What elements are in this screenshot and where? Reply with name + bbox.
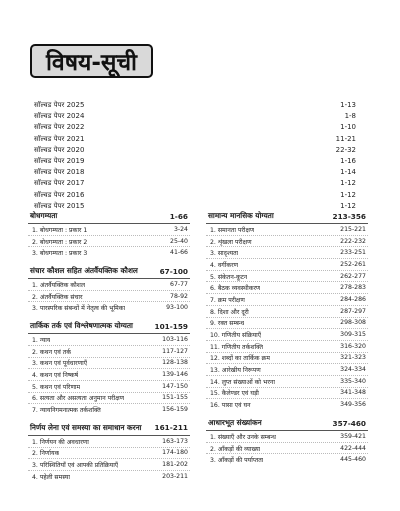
chapter-pages: 117-127 xyxy=(162,347,188,355)
chapter-title: 4. कथन एवं निष्कर्ष xyxy=(32,372,79,380)
paper-row xyxy=(34,100,356,111)
chapter-pages: 233-251 xyxy=(340,249,366,257)
paper-name: सॉल्वड पेपर 2019 xyxy=(34,156,85,165)
page-title: विषय-सूची xyxy=(30,44,153,78)
chapter-row xyxy=(28,346,190,358)
paper-pages: 11-21 xyxy=(335,134,356,143)
chapter-title: 2. बोधगम्यता : प्रकार 2 xyxy=(32,238,88,246)
chapter-title: 1. संख्याएँ और उनके सम्बन्ध xyxy=(210,433,276,441)
chapter-title: 6. सत्यता और असत्यता अनुमान परीक्षण xyxy=(32,395,125,403)
paper-pages: 1-12 xyxy=(340,201,356,210)
chapter-pages: 252-261 xyxy=(340,260,366,268)
chapter-pages: 78-92 xyxy=(170,292,188,300)
section-title: संचार कौशल सहित अंतर्वैयक्तिक कौशल xyxy=(30,266,138,276)
chapter-pages: 41-66 xyxy=(170,249,188,257)
chapter-title: 4. वर्गीकरण xyxy=(210,261,239,269)
chapter-pages: 284-286 xyxy=(340,295,366,303)
paper-name: सॉल्वड पेपर 2016 xyxy=(34,190,85,199)
chapter-title: 16. पासा एवं घन xyxy=(210,402,251,410)
chapter-pages: 103-116 xyxy=(162,335,188,343)
chapter-title: 2. आँकड़ों की व्याख्या xyxy=(210,445,261,453)
chapter-title: 9. रक्त सम्बन्ध xyxy=(210,320,245,328)
chapter-title: 3. कथन एवं पूर्वधारणाएँ xyxy=(32,360,88,368)
chapter-title: 8. दिशा और दूरी xyxy=(210,308,249,316)
contents-section xyxy=(28,422,190,482)
paper-row xyxy=(34,122,356,133)
chapter-row xyxy=(206,376,368,388)
paper-row xyxy=(34,145,356,156)
chapter-title: 7. क्रम परीक्षण xyxy=(210,296,245,304)
chapter-row xyxy=(206,443,368,455)
chapter-pages: 174-180 xyxy=(162,449,188,457)
chapter-row xyxy=(28,224,190,236)
chapter-row xyxy=(206,259,368,271)
paper-pages: 22-32 xyxy=(335,145,356,154)
section-title: सामान्य मानसिक योग्यता xyxy=(208,211,274,220)
paper-pages: 1-13 xyxy=(340,101,356,109)
paper-row xyxy=(34,111,356,122)
chapter-row xyxy=(206,318,368,330)
section-heading xyxy=(206,417,368,431)
chapter-title: 12. शब्दों का तार्किक क्रम xyxy=(210,355,270,363)
paper-row xyxy=(34,167,356,178)
chapter-row xyxy=(206,306,368,318)
chapter-pages: 67-77 xyxy=(170,280,188,288)
contents-section xyxy=(28,210,190,258)
paper-pages: 1-12 xyxy=(340,190,356,199)
chapter-title: 1. समानता परीक्षण xyxy=(210,226,255,234)
paper-pages: 1-16 xyxy=(340,156,356,165)
paper-row xyxy=(34,190,356,201)
section-title: आधारभूत संख्यांकन xyxy=(208,418,262,427)
chapter-pages: 25-40 xyxy=(170,237,188,245)
section-title: निर्णय लेना एवं समस्या का समाधान करना xyxy=(30,422,142,432)
chapter-pages: 422-444 xyxy=(340,444,366,452)
chapter-pages: 359-421 xyxy=(340,432,366,440)
chapter-row xyxy=(28,358,190,370)
chapter-title: 3. परिस्थितियाँ एवं आपकी प्रतिक्रियाएँ xyxy=(32,462,119,470)
chapter-row xyxy=(28,448,190,460)
contents-section xyxy=(206,210,368,410)
chapter-pages: 278-283 xyxy=(340,284,366,292)
paper-name: सॉल्वड पेपर 2018 xyxy=(34,168,85,177)
chapter-row xyxy=(28,369,190,381)
left-contents-column xyxy=(28,210,190,489)
chapter-row xyxy=(206,341,368,353)
chapter-title: 1. अंतर्वैयक्तिक कौशल xyxy=(32,281,86,289)
section-pages: 67-100 xyxy=(159,266,188,276)
paper-name: सॉल्वड पेपर 2024 xyxy=(34,112,85,121)
paper-pages: 1-10 xyxy=(340,123,356,132)
chapter-row xyxy=(206,454,368,465)
paper-name: सॉल्वड पेपर 2025 xyxy=(34,101,85,109)
chapter-row xyxy=(28,334,190,346)
contents-section xyxy=(206,417,368,465)
chapter-row xyxy=(28,459,190,471)
chapter-pages: 309-315 xyxy=(340,331,366,339)
section-heading xyxy=(28,210,190,224)
section-pages: 357-460 xyxy=(332,418,366,428)
contents-section xyxy=(28,265,190,313)
section-heading xyxy=(28,320,190,334)
chapter-pages: 93-100 xyxy=(166,304,188,312)
chapter-row xyxy=(206,399,368,410)
section-heading xyxy=(206,210,368,224)
chapter-pages: 445-460 xyxy=(340,456,366,464)
chapter-pages: 156-159 xyxy=(162,406,188,414)
chapter-pages: 316-320 xyxy=(340,342,366,350)
chapter-title: 11. गणितीय तर्कशक्ति xyxy=(210,343,263,351)
section-heading xyxy=(28,422,190,436)
chapter-row xyxy=(28,436,190,448)
chapter-title: 4. पहेली समस्या xyxy=(32,473,70,481)
chapter-title: 2. शृंखला परीक्षण xyxy=(210,238,252,246)
chapter-pages: 3-24 xyxy=(173,225,188,233)
chapter-row xyxy=(28,236,190,248)
contents-section xyxy=(28,320,190,415)
chapter-row xyxy=(206,224,368,236)
chapter-row xyxy=(206,247,368,259)
chapter-row xyxy=(28,471,190,482)
chapter-row xyxy=(28,393,190,405)
chapter-title: 3. आँकड़ों की पर्याप्तता xyxy=(210,457,264,465)
paper-row xyxy=(34,134,356,145)
section-pages: 213-356 xyxy=(332,211,366,221)
chapter-title: 1. बोधगम्यता : प्रकार 1 xyxy=(32,226,88,234)
chapter-row xyxy=(28,247,190,258)
chapter-title: 1. निर्णयन की अवधारणा xyxy=(32,438,89,446)
chapter-row xyxy=(206,431,368,443)
chapter-title: 2. कथन एवं तर्क xyxy=(32,348,72,356)
paper-pages: 1-8 xyxy=(344,112,356,121)
chapter-title: 5. संकेतन-कूटन xyxy=(210,273,248,281)
chapter-title: 13. आरेखीय निरूपण xyxy=(210,367,261,375)
section-pages: 161-211 xyxy=(154,423,188,433)
chapter-title: 3. बोधगम्यता : प्रकार 3 xyxy=(32,250,88,258)
chapter-title: 6. बैठक व्यवस्थीकरण xyxy=(210,285,261,293)
chapter-row xyxy=(206,294,368,306)
chapter-pages: 203-211 xyxy=(162,472,188,480)
solved-papers-list xyxy=(34,100,356,212)
chapter-pages: 335-340 xyxy=(340,377,366,385)
chapter-row xyxy=(206,353,368,365)
section-pages: 101-159 xyxy=(154,321,188,331)
chapter-row xyxy=(206,388,368,400)
chapter-pages: 341-348 xyxy=(340,389,366,397)
chapter-row xyxy=(28,279,190,291)
paper-name: सॉल्वड पेपर 2022 xyxy=(34,123,85,132)
chapter-pages: 215-221 xyxy=(340,225,366,233)
chapter-pages: 349-356 xyxy=(340,401,366,409)
right-contents-column xyxy=(206,210,368,472)
chapter-title: 5. कथन एवं परिणाम xyxy=(32,383,81,391)
paper-name: सॉल्वड पेपर 2020 xyxy=(34,145,85,154)
chapter-pages: 139-146 xyxy=(162,371,188,379)
chapter-pages: 298-308 xyxy=(340,319,366,327)
paper-name: सॉल्वड पेपर 2021 xyxy=(34,134,85,143)
chapter-row xyxy=(28,302,190,313)
chapter-pages: 324-334 xyxy=(340,366,366,374)
chapter-row xyxy=(206,236,368,248)
chapter-title: 3. पारस्परिक संबन्धों में नेतृत्व की भूमिका xyxy=(32,305,126,313)
chapter-pages: 321-323 xyxy=(340,354,366,362)
chapter-row xyxy=(28,291,190,303)
chapter-title: 3. सादृश्यता xyxy=(210,250,239,258)
chapter-pages: 128-138 xyxy=(162,359,188,367)
chapter-row xyxy=(206,364,368,376)
chapter-pages: 222-232 xyxy=(340,237,366,245)
paper-name: सॉल्वड पेपर 2015 xyxy=(34,201,85,210)
chapter-row xyxy=(28,381,190,393)
chapter-pages: 151-155 xyxy=(162,394,188,402)
chapter-pages: 147-150 xyxy=(162,382,188,390)
paper-name: सॉल्वड पेपर 2017 xyxy=(34,179,85,188)
chapter-title: 2. अंतर्वैयक्तिक संचार xyxy=(32,293,83,301)
chapter-row xyxy=(206,271,368,283)
paper-row xyxy=(34,178,356,189)
chapter-pages: 287-297 xyxy=(340,307,366,315)
chapter-title: 1. न्याय xyxy=(32,336,51,344)
chapter-title: 14. लुप्त संख्याओं को भरना xyxy=(210,378,275,386)
chapter-title: 7. न्यायनिगमनात्मक तर्कशक्ति xyxy=(32,407,101,415)
chapter-title: 15. कैलेण्डर एवं घड़ी xyxy=(210,390,259,398)
chapter-pages: 163-173 xyxy=(162,437,188,445)
paper-pages: 1-14 xyxy=(340,168,356,177)
section-title: तार्किक तर्क एवं विश्लेषणात्मक योग्यता xyxy=(30,321,133,331)
chapter-row xyxy=(206,329,368,341)
chapter-title: 2. निर्णायक xyxy=(32,450,60,458)
paper-row xyxy=(34,156,356,167)
chapter-pages: 181-202 xyxy=(162,461,188,469)
chapter-row xyxy=(206,282,368,294)
section-heading xyxy=(28,265,190,279)
section-title: बोधगम्यता xyxy=(30,211,58,220)
chapter-row xyxy=(28,404,190,415)
chapter-title: 10. गणितीय संक्रियाएँ xyxy=(210,332,262,340)
section-pages: 1-66 xyxy=(169,211,188,221)
paper-pages: 1-12 xyxy=(340,179,356,188)
chapter-pages: 262-277 xyxy=(340,272,366,280)
